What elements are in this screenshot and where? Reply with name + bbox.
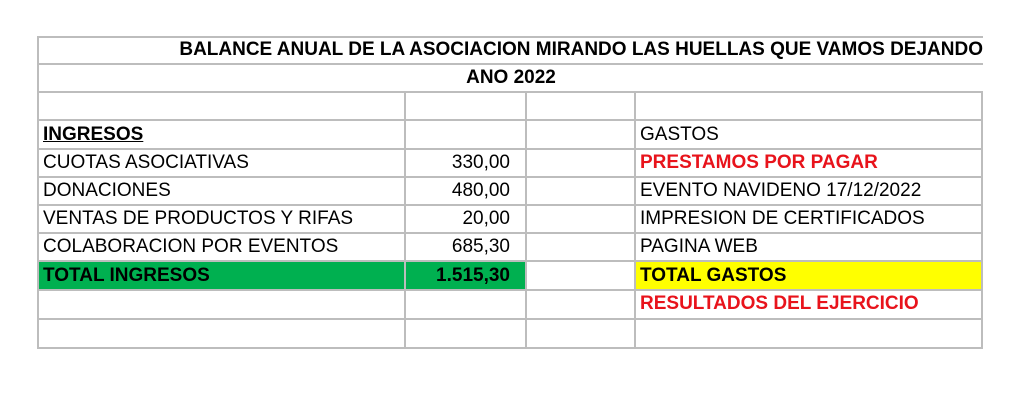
gasto-label-prestamos: PRESTAMOS POR PAGAR (640, 152, 878, 173)
ingreso-label: COLABORACION POR EVENTOS (43, 236, 339, 257)
ingreso-amount: 480,00 (451, 180, 510, 201)
total-ingresos-label: TOTAL INGRESOS (43, 265, 210, 286)
ingresos-header: INGRESOS (43, 124, 144, 145)
resultados-label: RESULTADOS DEL EJERCICIO (640, 293, 919, 314)
ingreso-label: CUOTAS ASOCIATIVAS (43, 152, 249, 173)
ingreso-amount: 330,00 (451, 152, 510, 173)
ingreso-label: VENTAS DE PRODUCTOS Y RIFAS (43, 208, 354, 229)
sheet-title: BALANCE ANUAL DE LA ASOCIACION MIRANDO LAS HUELLAS QUE VAMOS DEJANDO (179, 39, 983, 60)
ingreso-amount: 685,30 (451, 236, 510, 257)
grid-row-line (37, 318, 983, 320)
gasto-label: PAGINA WEB (640, 236, 758, 257)
grid-col-line (981, 91, 983, 349)
gasto-label: EVENTO NAVIDENO 17/12/2022 (640, 180, 922, 201)
ingreso-label: DONACIONES (43, 180, 171, 201)
grid-col-line (525, 91, 527, 349)
gastos-header: GASTOS (640, 124, 719, 145)
ingreso-amount: 20,00 (462, 208, 510, 229)
balance-spreadsheet (37, 36, 983, 349)
grid-row-line (37, 347, 983, 349)
total-ingresos-amount: 1.515,30 (436, 265, 510, 286)
total-gastos-label: TOTAL GASTOS (640, 265, 787, 286)
sheet-year: ANO 2022 (466, 67, 556, 88)
gasto-label: IMPRESION DE CERTIFICADOS (640, 208, 925, 229)
